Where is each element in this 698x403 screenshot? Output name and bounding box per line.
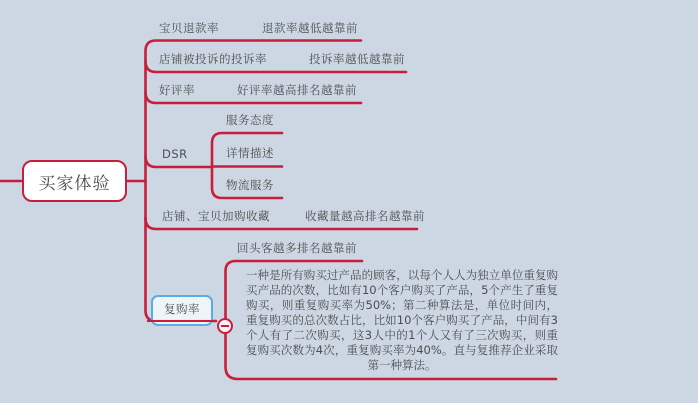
collapse-minus-icon[interactable]: [217, 318, 233, 334]
repurchase-rate-underline: [147, 320, 216, 323]
root-node-label: 买家体验: [38, 173, 111, 194]
subtopic-returning-customers-note[interactable]: 回头客越多排名越靠前: [237, 241, 357, 255]
topic-refund-rate[interactable]: 宝贝退款率: [159, 21, 219, 35]
topic-dsr[interactable]: DSR: [162, 147, 188, 161]
subtopic-logistics-service[interactable]: 物流服务: [226, 178, 274, 192]
subtopic-service-attitude[interactable]: 服务态度: [226, 113, 274, 127]
topic-favorites[interactable]: 店铺、宝贝加购收藏: [162, 209, 270, 223]
minus-glyph: [221, 325, 229, 327]
root-node-buyer-experience[interactable]: [22, 160, 127, 202]
subtopic-praise-rate-note[interactable]: 好评率越高排名越靠前: [237, 83, 357, 97]
subtopic-repurchase-rate-description[interactable]: 一种是所有购买过产品的顾客，以每个人人为独立单位重复购买产品的次数，比如有10个客户购买了产品，5个产生了重复购买，则重复购买率为50%；第二种算法是，单位时间内，重复购买的总次数占比，比如10个客户购买了产品，中间有3个人有了二次购买，这3人中的1个人又有了三次购买，则重复购买次数为4次，重复购买率为40%。直与复推荐企业采取第一种算法。: [246, 268, 558, 372]
topic-repurchase-rate-label: 复购率: [164, 302, 200, 316]
subtopic-refund-rate-note[interactable]: 退款率越低越靠前: [262, 21, 358, 35]
subtopic-favorites-note[interactable]: 收藏量越高排名越靠前: [305, 209, 425, 223]
subtopic-complaint-rate-note[interactable]: 投诉率越低越靠前: [309, 52, 405, 66]
subtopic-detail-description[interactable]: 详情描述: [226, 146, 274, 160]
topic-complaint-rate[interactable]: 店铺被投诉的投诉率: [159, 52, 267, 66]
topic-praise-rate[interactable]: 好评率: [159, 83, 195, 97]
